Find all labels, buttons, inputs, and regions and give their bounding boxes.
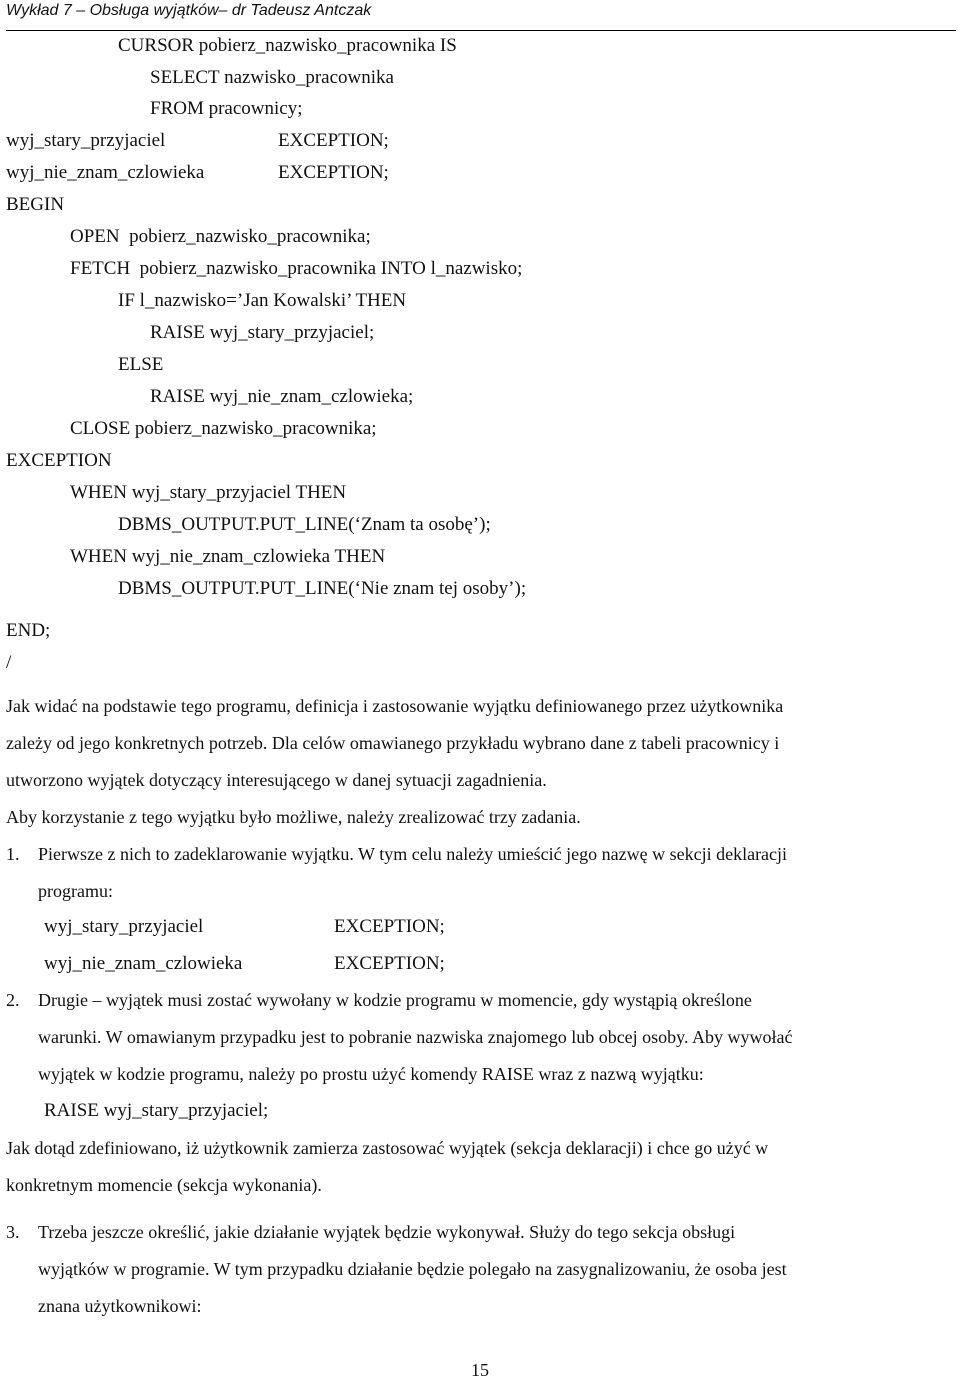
- code-line: /: [6, 652, 12, 673]
- paragraph-line: zależy od jego konkretnych potrzeb. Dla celów omawianego przykładu wybrano dane z tabeli pracownicy i: [6, 733, 780, 753]
- code-line: EXCEPTION;: [334, 953, 445, 974]
- code-line: WHEN wyj_stary_przyjaciel THEN: [70, 482, 347, 503]
- paragraph-line: Jak widać na podstawie tego programu, definicja i zastosowanie wyjątku definiowanego przez użytkownika: [6, 696, 784, 716]
- paragraph-line: konkretnym momencie (sekcja wykonania).: [6, 1175, 322, 1195]
- code-line: CURSOR pobierz_nazwisko_pracownika IS: [118, 35, 457, 56]
- paragraph-line: Jak dotąd zdefiniowano, iż użytkownik zamierza zastosować wyjątek (sekcja deklaracji) i chce go użyć w: [6, 1138, 769, 1158]
- code-line: WHEN wyj_nie_znam_czlowieka THEN: [70, 546, 386, 567]
- list-item-line: Drugie – wyjątek musi zostać wywołany w kodzie programu w momencie, gdy wystąpią określone: [38, 990, 752, 1010]
- paragraph-line: utworzono wyjątek dotyczący interesującego w danej sytuacji zagadnienia.: [6, 770, 547, 790]
- code-line: EXCEPTION;: [278, 130, 389, 151]
- list-item-line: Pierwsze z nich to zadeklarowanie wyjątku. W tym celu należy umieścić jego nazwę w sekcji deklaracji: [38, 844, 788, 864]
- code-line: EXCEPTION;: [334, 916, 445, 937]
- code-line: DBMS_OUTPUT.PUT_LINE(‘Nie znam tej osoby’);: [118, 578, 527, 599]
- list-item-line: wyjątków w programie. W tym przypadku działanie będzie polegało na zasygnalizowaniu, że osoba jest: [38, 1259, 787, 1279]
- code-line: RAISE wyj_stary_przyjaciel;: [150, 322, 375, 343]
- page-header: [6, 0, 956, 31]
- list-number: 1.: [6, 844, 20, 864]
- code-line: FROM pracownicy;: [150, 98, 303, 119]
- code-line: CLOSE pobierz_nazwisko_pracownika;: [70, 418, 377, 439]
- code-line: OPEN pobierz_nazwisko_pracownika;: [70, 226, 371, 247]
- code-line: DBMS_OUTPUT.PUT_LINE(‘Znam ta osobę’);: [118, 514, 491, 535]
- code-line: wyj_stary_przyjaciel: [44, 916, 204, 937]
- code-line: IF l_nazwisko=’Jan Kowalski’ THEN: [118, 290, 407, 311]
- list-item-line: programu:: [38, 881, 113, 901]
- list-number: 2.: [6, 990, 20, 1010]
- list-item-line: znana użytkownikowi:: [38, 1296, 202, 1316]
- paragraph-line: Aby korzystanie z tego wyjątku było możliwe, należy zrealizować trzy zadania.: [6, 807, 581, 827]
- code-line: ELSE: [118, 354, 164, 375]
- list-item-line: warunki. W omawianym przypadku jest to pobranie nazwiska znajomego lub obcej osoby. Aby wywołać: [38, 1027, 793, 1047]
- code-line: wyj_nie_znam_czlowieka: [44, 953, 243, 974]
- header-title: Wykład 7 – Obsługa wyjątków– dr Tadeusz Antczak: [6, 2, 372, 19]
- list-number: 3.: [6, 1222, 20, 1242]
- code-line: FETCH pobierz_nazwisko_pracownika INTO l_nazwisko;: [70, 258, 523, 279]
- code-line: RAISE wyj_stary_przyjaciel;: [44, 1100, 269, 1121]
- code-line: EXCEPTION: [6, 450, 112, 471]
- list-item-line: wyjątek w kodzie programu, należy po prostu użyć komendy RAISE wraz z nazwą wyjątku:: [38, 1064, 704, 1084]
- page-number: 15: [471, 1360, 489, 1380]
- code-line: BEGIN: [6, 194, 65, 215]
- code-line: EXCEPTION;: [278, 162, 389, 183]
- code-line: wyj_stary_przyjaciel: [6, 130, 166, 151]
- code-line: END;: [6, 620, 51, 641]
- code-line: SELECT nazwisko_pracownika: [150, 67, 394, 88]
- code-line: wyj_nie_znam_czlowieka: [6, 162, 205, 183]
- code-line: RAISE wyj_nie_znam_czlowieka;: [150, 386, 414, 407]
- list-item-line: Trzeba jeszcze określić, jakie działanie wyjątek będzie wykonywał. Służy do tego sekcja obsługi: [38, 1222, 736, 1242]
